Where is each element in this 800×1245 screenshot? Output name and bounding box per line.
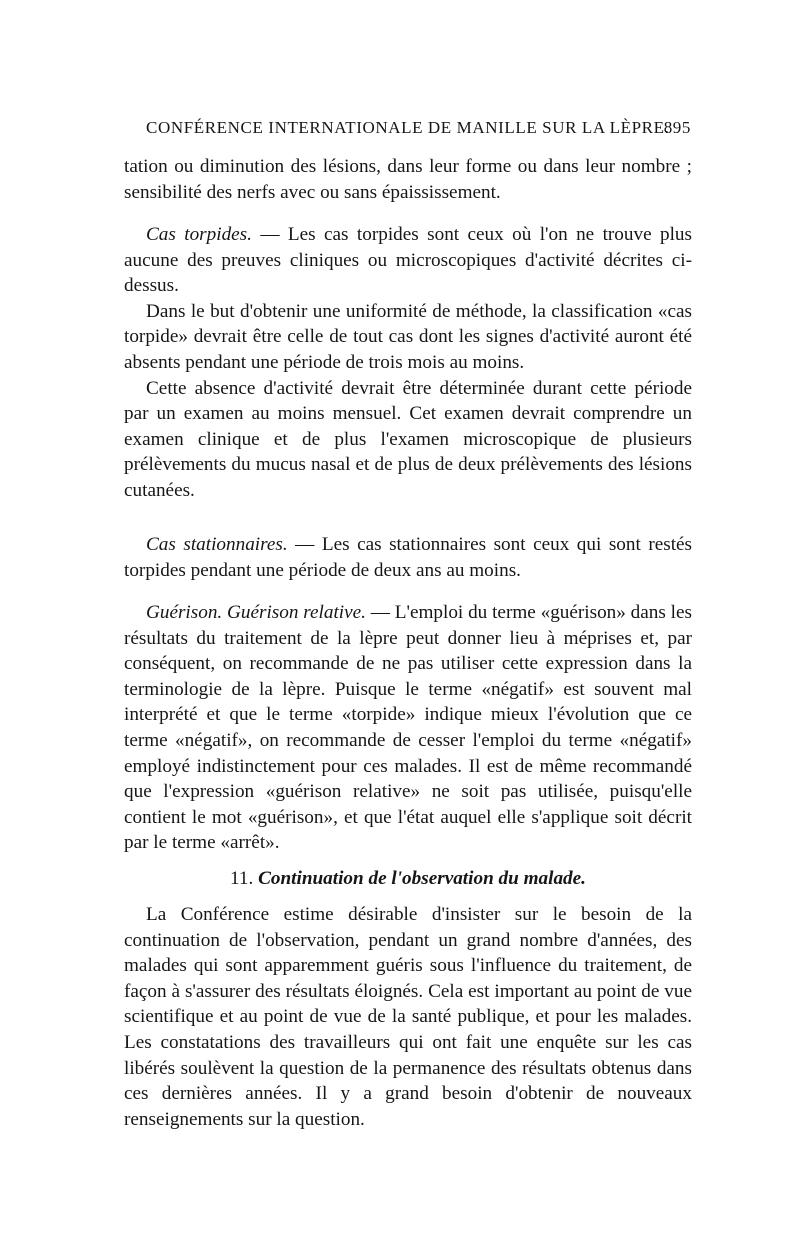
torpides-heading: Cas torpides. bbox=[146, 224, 252, 245]
page-number: 895 bbox=[663, 118, 691, 137]
stationnaires-text: — Les cas stationnaires sont ceux qui sont restés torpides pendant une période de deux ans au moins. bbox=[124, 534, 693, 581]
stationnaires-paragraph bbox=[124, 532, 692, 583]
guerison-text: — L'emploi du terme «guérison» dans les résultats du traitement de la lèpre peut donner lieu à méprises et, par conséquent, on recommande de ne pas utiliser cette expression dans la terminologie de la lèpre. Puisque le terme «négatif» est souvent mal interprété et que le terme «torpide» indique mieux l'évolution que ce terme «négatif», on recommande de cesser l'emploi du terme «négatif» employé indistinctement pour ces malades. Il est de même recommandé que l'expression «guérison relative» ne soit pas utilisée, puisqu'elle contient le mot «guérison», et que l'état auquel elle s'applique soit décrit par le terme «arrêt». bbox=[124, 602, 692, 854]
guerison-paragraph bbox=[124, 600, 692, 856]
intro-text: tation ou diminution des lésions, dans leur forme ou dans leur nombre ; sensibilité des nerfs avec ou sans épaississement. bbox=[124, 156, 692, 203]
intro-paragraph bbox=[124, 154, 692, 205]
running-header bbox=[146, 118, 691, 138]
section-11-number: 11. bbox=[230, 868, 254, 889]
section-11-title: Continuation de l'observation du malade. bbox=[258, 868, 586, 889]
torpides-paragraph-2: Dans le but d'obtenir une uniformité de méthode, la classification «cas torpide» devrait être celle de tout cas dont les signes d'activité auront été absents pendant une période de trois mois au moins. bbox=[124, 300, 692, 373]
torpides-text: — Les cas torpides sont ceux où l'on ne trouve plus aucune des preuves cliniques ou microscopiques d'activité décrites ci-dessus. bbox=[124, 224, 692, 297]
torpides-paragraph-3: Cette absence d'activité devrait être déterminée durant cette période par un examen au moins mensuel. Cet examen devrait comprendre un examen clinique et de plus l'examen microscopique de plusieurs prélèvements du mucus nasal et de plus de deux prélèvements des lésions cutanées. bbox=[124, 377, 692, 501]
section-11-paragraph: La Conférence estime désirable d'insister sur le besoin de la continuation de l'observation, pendant un grand nombre d'années, des malades qui sont apparemment guéris sous l'influence du traitement, de façon à s'assurer des résultats éloignés. Cela est important au point de vue scientifique et au point de vue de la santé publique, et pour les malades. Les constatations des travailleurs qui ont fait une enquête sur les cas libérés soulèvent la question de la permanence des résultats obtenus dans ces dernières années. Il y a grand besoin d'obtenir de nouveaux renseignements sur la question. bbox=[124, 904, 692, 1130]
running-title: CONFÉRENCE INTERNATIONALE DE MANILLE SUR LA LÈPRE. bbox=[146, 118, 670, 137]
section-guerison bbox=[124, 600, 692, 856]
section-cas-stationnaires bbox=[124, 532, 692, 583]
stationnaires-heading: Cas stationnaires. bbox=[146, 534, 288, 555]
torpides-paragraph-1 bbox=[124, 222, 692, 299]
section-11-heading bbox=[124, 866, 692, 892]
section-11-body bbox=[124, 902, 692, 1132]
guerison-heading: Guérison. Guérison relative. bbox=[146, 602, 366, 623]
section-cas-torpides bbox=[124, 222, 692, 504]
